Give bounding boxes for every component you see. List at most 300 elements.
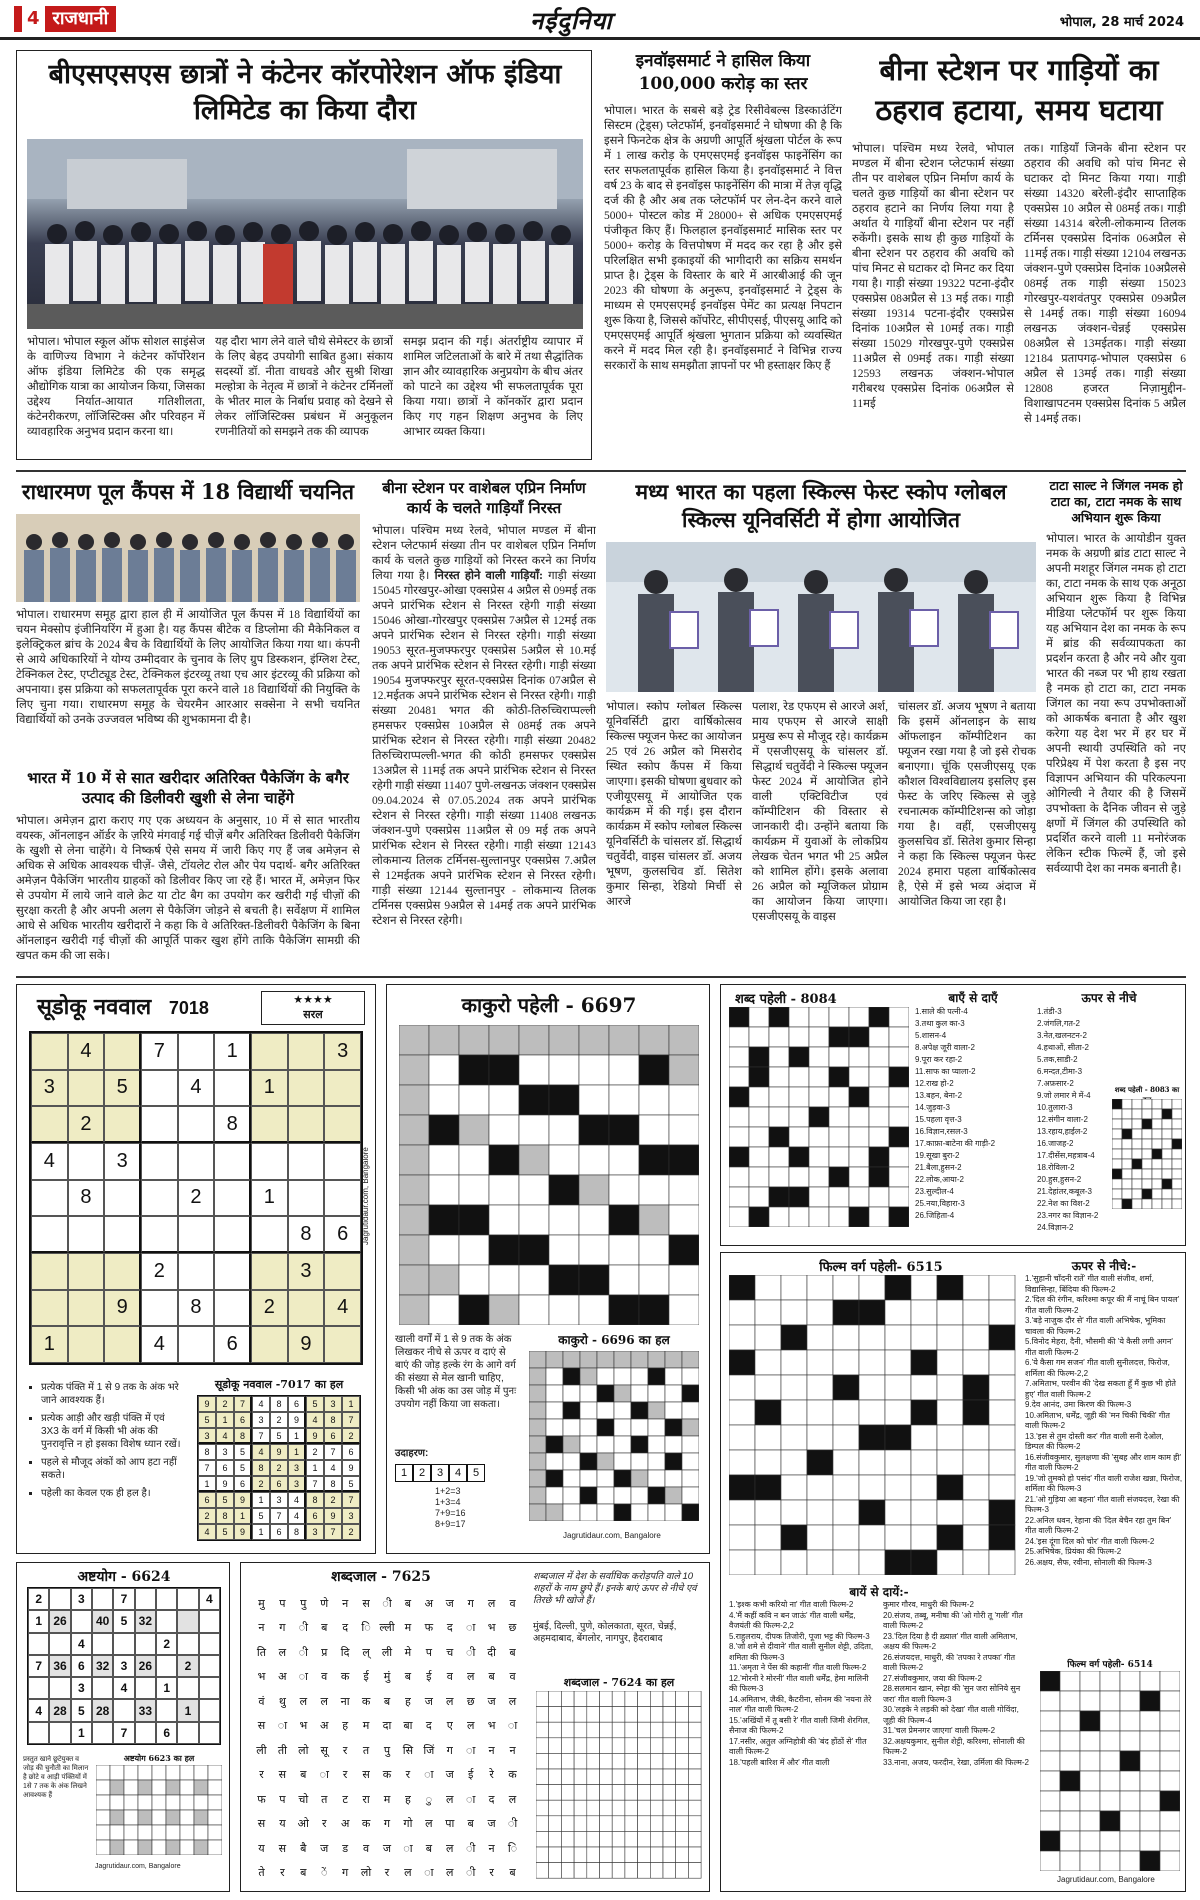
grid-cell xyxy=(31,1033,68,1070)
grid-cell xyxy=(829,1127,849,1147)
crossword-solution-grid xyxy=(1112,1099,1182,1209)
grid-cell xyxy=(889,1127,909,1147)
grid-cell xyxy=(208,1765,222,1780)
grid-cell xyxy=(1122,1109,1132,1119)
grid-cell xyxy=(729,1187,749,1207)
grid-cell xyxy=(781,1300,807,1325)
grid-cell xyxy=(911,1375,937,1400)
grid-cell xyxy=(885,1350,911,1375)
grid-cell xyxy=(1142,1119,1152,1129)
rule-item: ▪ प्रत्येक पंक्ति में 1 से 9 तक के अंक भरे जाने आवश्यक हैं। xyxy=(41,1381,183,1407)
grid-cell: 9 xyxy=(270,1444,288,1460)
clue-item: 17.नसीर, अतुल अग्निहोत्री की 'बंद होंठों से' गीत वाली फिल्म-2 xyxy=(729,1736,867,1756)
grid-cell xyxy=(682,1385,699,1402)
story-bina-headline: बीना स्टेशन पर गाड़ियों का ठहराव हटाया, समय घटाया xyxy=(875,53,1163,127)
grid-cell: 9 xyxy=(288,1326,325,1363)
grid-cell xyxy=(648,1436,665,1453)
grid-cell xyxy=(429,1145,459,1175)
letter-cell: ी xyxy=(298,1621,308,1635)
grid-cell: 9 xyxy=(234,1492,252,1508)
grid-cell xyxy=(648,1402,665,1419)
shabdjaal-instructions: शब्दजाल में देश के सर्वाधिक करोड़पति वाले 10 शहरों के नाम छुपे हैं। इनके बाएं ऊपर से नीचे एवं तिरछे भी खोजे हैं। xyxy=(533,1571,697,1606)
grid-cell xyxy=(459,1175,489,1205)
grid-cell xyxy=(1160,1711,1180,1731)
clue-item: 12.संगीन वाला-2 xyxy=(1037,1115,1088,1124)
grid-cell xyxy=(648,1368,665,1385)
grid-cell xyxy=(1162,1199,1172,1209)
grid-cell xyxy=(665,1385,682,1402)
grid-cell xyxy=(288,1106,325,1143)
grid-cell xyxy=(729,1275,755,1300)
grid-cell xyxy=(1060,1691,1080,1711)
example-sum: 8+9=17 xyxy=(435,1519,466,1529)
grid-cell xyxy=(561,1691,574,1707)
grid-cell xyxy=(1040,1711,1060,1731)
grid-cell xyxy=(609,1085,639,1115)
grid-cell xyxy=(156,1588,177,1610)
grid-cell: 28 xyxy=(49,1699,70,1721)
grid-cell xyxy=(489,1175,519,1205)
grid-cell xyxy=(110,1780,124,1795)
grid-cell xyxy=(781,1325,807,1350)
clue-item: 9.पूरा कर रहा-2 xyxy=(915,1055,963,1064)
grid-cell: 3 xyxy=(71,1588,92,1610)
grid-cell xyxy=(113,1699,134,1721)
grid-cell: 32 xyxy=(92,1655,113,1677)
grid-cell: 1 xyxy=(31,1326,68,1363)
grid-cell xyxy=(549,1816,562,1832)
grid-cell xyxy=(789,1187,809,1207)
grid-cell xyxy=(600,1863,613,1879)
grid-cell: 9 xyxy=(288,1412,306,1428)
grid-cell: 1 xyxy=(288,1444,306,1460)
grid-cell xyxy=(138,1765,152,1780)
grid-cell xyxy=(889,1007,909,1027)
letter-cell: द xyxy=(488,1792,495,1806)
grid-cell xyxy=(399,1025,429,1055)
grid-cell xyxy=(688,1738,701,1754)
grid-cell xyxy=(989,1525,1015,1550)
section-name: राजधानी xyxy=(52,8,109,29)
example-cell: 5 xyxy=(467,1464,485,1482)
grid-cell: 9 xyxy=(104,1290,141,1327)
grid-cell xyxy=(124,1840,138,1855)
grid-cell: 7 xyxy=(234,1396,252,1412)
letter-cell: स xyxy=(278,1768,287,1782)
grid-cell xyxy=(1152,1129,1162,1139)
grid-cell xyxy=(124,1810,138,1825)
grid-cell: 5 xyxy=(306,1396,324,1412)
grid-cell xyxy=(669,1175,699,1205)
letter-cell: ल् xyxy=(362,1645,370,1659)
grid-cell xyxy=(663,1722,676,1738)
grid-cell xyxy=(609,1235,639,1265)
grid-cell xyxy=(663,1707,676,1723)
letter-cell: मे xyxy=(404,1645,412,1659)
letter-cell: ब xyxy=(488,1670,495,1684)
grid-cell xyxy=(1112,1159,1122,1169)
grid-cell xyxy=(600,1707,613,1723)
clue-item: 12.राख हो-2 xyxy=(915,1079,954,1088)
masthead xyxy=(0,0,1200,40)
rule-item: ▪ प्रत्येक आड़ी और खड़ी पंक्ति में एवं 3X3 के वर्ग में किसी भी अंक की पुनरावृत्ति न हो इसका विशेष ध्यान रखें। xyxy=(41,1412,183,1451)
grid-cell xyxy=(1160,1691,1180,1711)
grid-cell xyxy=(68,1253,105,1290)
letter-cell: ज xyxy=(445,1596,454,1610)
grid-cell xyxy=(1122,1149,1132,1159)
shabdjaal-solution-grid xyxy=(536,1691,702,1879)
grid-cell xyxy=(688,1816,701,1832)
grid-cell xyxy=(638,1691,651,1707)
clue-item: 22.अनिल धवन, रेहाना की 'दिल बेचैन रहा तुम बिन' गीत वाली फिल्म-2 xyxy=(1025,1515,1172,1535)
grid-cell: 1 xyxy=(71,1722,92,1744)
grid-cell xyxy=(1140,1811,1160,1831)
grid-cell xyxy=(676,1863,689,1879)
grid-cell xyxy=(1172,1139,1182,1149)
grid-cell xyxy=(789,1147,809,1167)
grid-cell: 9 xyxy=(342,1460,360,1476)
letter-cell: ग xyxy=(383,1817,391,1831)
letter-cell: म xyxy=(404,1621,412,1635)
grid-cell: 3 xyxy=(342,1508,360,1524)
grid-cell: 5 xyxy=(216,1524,234,1540)
grid-cell xyxy=(536,1863,549,1879)
clue-item: 13.रहाय,हाईल-2 xyxy=(1037,1127,1088,1136)
grid-cell xyxy=(597,1487,614,1504)
grid-cell xyxy=(1122,1099,1132,1109)
grid-cell xyxy=(729,1300,755,1325)
grid-cell xyxy=(580,1402,597,1419)
grid-cell xyxy=(587,1847,600,1863)
grid-cell xyxy=(676,1769,689,1785)
grid-cell xyxy=(1162,1149,1172,1159)
grid-cell xyxy=(1162,1099,1172,1109)
letter-cell: ल xyxy=(404,1866,412,1880)
letter-cell: ब xyxy=(404,1670,412,1684)
grid-cell xyxy=(769,1067,789,1087)
clue-item: 9.जो लमार मे में-4 xyxy=(1037,1091,1091,1100)
grid-cell xyxy=(597,1351,614,1368)
letter-cell: थु xyxy=(278,1694,286,1708)
grid-cell xyxy=(937,1450,963,1475)
grid-cell xyxy=(1160,1751,1180,1771)
letter-cell: र xyxy=(489,1866,494,1880)
grid-cell: 4 xyxy=(324,1290,361,1327)
grid-cell xyxy=(676,1785,689,1801)
grid-cell xyxy=(889,1047,909,1067)
grid-cell xyxy=(963,1475,989,1500)
grid-cell xyxy=(859,1450,885,1475)
grid-cell xyxy=(612,1800,625,1816)
grid-cell xyxy=(1040,1731,1060,1751)
grid-cell xyxy=(587,1722,600,1738)
kakuro-example xyxy=(395,1447,517,1530)
grid-cell xyxy=(166,1810,180,1825)
grid-cell xyxy=(829,1087,849,1107)
grid-cell xyxy=(807,1500,833,1525)
clue-item: 22.नेश का विश-2 xyxy=(1037,1199,1090,1208)
grid-cell xyxy=(71,1610,92,1632)
grid-cell xyxy=(536,1753,549,1769)
grid-cell xyxy=(639,1295,669,1325)
letter-cell: ए xyxy=(446,1719,453,1733)
grid-cell xyxy=(529,1402,546,1419)
film-down-title: ऊपर से नीचे:- xyxy=(1071,1259,1137,1273)
grid-cell xyxy=(199,1655,220,1677)
clue-item: 3.'बड़े नाजुक दौर से' गीत वाली अभिषेक, भूमिका चावला की फिल्म-2 xyxy=(1025,1316,1166,1336)
letter-cell: पा xyxy=(445,1817,455,1831)
clue-item: 15.'अखिंयों में तू बसी रे' गीत वाली जिमी शेरगिल, सैनाज की फिल्म-2 xyxy=(729,1715,871,1735)
letter-cell: क xyxy=(508,1768,517,1782)
grid-cell: 2 xyxy=(178,1180,215,1217)
grid-cell xyxy=(829,1207,849,1227)
grid-cell xyxy=(110,1795,124,1810)
grid-cell xyxy=(489,1265,519,1295)
grid-cell xyxy=(194,1840,208,1855)
story-bina-col2: तक। गाड़ियाँ जिनके बीना स्टेशन पर ठहराव की अवधि को पांच मिनट से घटाकर दो मिनट किया गया। गाड़ी संख्या 14320 बरेली-इंदौर साप्ताहिक एक्सप्रेस 10 अप्रैल से 08मई तक। गाड़ी संख्या 14314 बरेली-लोकमान्य तिलक टर्मिनस एक्सप्रेस दिनांक 06अप्रैल से 11मई तक। गाड़ी संख्या 12104 लखनऊ जंक्शन-पुणे एक्सप्रेस दिनांक 10अप्रैलसे 08मई तक गाड़ी संख्या 15023 गोरखपुर-यशवंतपुर एक्सप्रेस 09अप्रैल से 14मई तक। गाड़ी संख्या 16094 लखनऊ जंक्शन-चेन्नई एक्सप्रेस 08अप्रैल से 13मईतक। गाड़ी संख्या 12184 प्रतापगढ़-भोपाल एक्सप्रेस 6 अप्रैल से 13मई तक। गाड़ी संख्या 12808 हजरत निज़ामुद्दीन-विशाखापटनम एक्सप्रेस दिनांक 5 अप्रैल से 14मई तक। xyxy=(1024,143,1186,425)
letter-cell: ल xyxy=(425,1817,433,1831)
grid-cell: 8 xyxy=(324,1412,342,1428)
story-skills-photo xyxy=(606,542,1036,692)
grid-cell xyxy=(152,1825,166,1840)
grid-cell xyxy=(549,1085,579,1115)
grid-cell xyxy=(489,1295,519,1325)
grid-cell xyxy=(849,1107,869,1127)
grid-cell xyxy=(587,1769,600,1785)
grid-cell: 3 xyxy=(104,1143,141,1180)
letter-cell: ें xyxy=(320,1866,328,1880)
grid-cell: 8 xyxy=(324,1476,342,1492)
clue-item: 10.तुलारा-3 xyxy=(1037,1103,1073,1112)
sudoku-title-text: सूडोकू नववाल xyxy=(37,994,152,1020)
grid-cell xyxy=(1112,1199,1122,1209)
grid-cell xyxy=(399,1055,429,1085)
grid-cell xyxy=(141,1290,178,1327)
grid-cell xyxy=(1080,1731,1100,1751)
grid-cell xyxy=(1120,1771,1140,1791)
grid-cell xyxy=(549,1175,579,1205)
grid-cell xyxy=(1100,1791,1120,1811)
grid-cell xyxy=(1162,1159,1172,1169)
grid-cell: 8 xyxy=(288,1216,325,1253)
grid-cell xyxy=(1112,1149,1122,1159)
grid-cell xyxy=(625,1707,638,1723)
grid-cell xyxy=(789,1107,809,1127)
grid-cell xyxy=(937,1400,963,1425)
grid-cell xyxy=(609,1175,639,1205)
letter-cell: ज xyxy=(487,1817,496,1831)
grid-cell xyxy=(519,1205,549,1235)
grid-cell xyxy=(911,1475,937,1500)
grid-cell xyxy=(1120,1731,1140,1751)
clue-item: 22.लोक,आया-2 xyxy=(915,1175,964,1184)
grid-cell xyxy=(429,1025,459,1055)
kakuro-puzzle xyxy=(386,984,710,1554)
grid-cell xyxy=(96,1810,110,1825)
grid-cell xyxy=(580,1504,597,1521)
story-bssss-col3: समझ प्रदान की गई। अंतर्राष्ट्रीय व्यापार में शामिल जटिलताओं के बारे में तथा सैद्धांतिक ज्ञान और व्यावहारिक अनुप्रयोग के बीच अंतर को पाटने का उद्देश्य भी सफलतापूर्वक पूरा किया गया। छात्रों ने कॉनकॉर द्वारा प्रदान किए गए गहन शिक्षण अनुभव के लिए आभार व्यक्त किया। xyxy=(403,336,583,438)
grid-cell xyxy=(769,1127,789,1147)
grid-cell xyxy=(199,1699,220,1721)
grid-cell xyxy=(288,1290,325,1327)
grid-cell xyxy=(580,1368,597,1385)
grid-cell xyxy=(459,1205,489,1235)
grid-cell xyxy=(769,1107,789,1127)
grid-cell: 7 xyxy=(270,1508,288,1524)
grid-cell xyxy=(138,1795,152,1810)
grid-cell xyxy=(1112,1169,1122,1179)
grid-cell xyxy=(194,1825,208,1840)
grid-cell: 1 xyxy=(288,1428,306,1444)
grid-cell: 6 xyxy=(324,1428,342,1444)
clue-item: 9.देव आनंद, उमा किरण की फिल्म-3 xyxy=(1025,1400,1132,1409)
grid-cell xyxy=(937,1500,963,1525)
grid-cell xyxy=(989,1350,1015,1375)
grid-cell xyxy=(561,1769,574,1785)
grid-cell xyxy=(614,1419,631,1436)
grid-cell xyxy=(104,1033,141,1070)
grid-cell: 4 xyxy=(324,1460,342,1476)
grid-cell xyxy=(110,1765,124,1780)
grid-cell xyxy=(650,1753,663,1769)
grid-cell xyxy=(665,1436,682,1453)
grid-cell xyxy=(124,1825,138,1840)
letter-cell: ग xyxy=(342,1866,349,1880)
letter-cell: दी xyxy=(487,1645,496,1659)
grid-cell xyxy=(429,1295,459,1325)
grid-cell xyxy=(911,1350,937,1375)
grid-cell xyxy=(859,1375,885,1400)
grid-cell xyxy=(1080,1771,1100,1791)
clue-item: 24.'इस दूंगा दिल को चोर' गीत वाली फिल्म-2 xyxy=(1025,1536,1155,1546)
grid-cell xyxy=(579,1295,609,1325)
letter-cell: र xyxy=(384,1866,390,1880)
grid-cell xyxy=(769,1167,789,1187)
grid-cell xyxy=(663,1831,676,1847)
grid-cell xyxy=(574,1769,587,1785)
letter-cell: क xyxy=(340,1670,350,1684)
grid-cell xyxy=(1100,1731,1120,1751)
grid-cell xyxy=(579,1175,609,1205)
grid-cell xyxy=(1112,1189,1122,1199)
grid-cell xyxy=(650,1800,663,1816)
grid-cell xyxy=(563,1453,580,1470)
grid-cell xyxy=(135,1588,156,1610)
grid-cell xyxy=(546,1436,563,1453)
grid-cell xyxy=(529,1351,546,1368)
grid-cell xyxy=(1172,1159,1182,1169)
grid-cell xyxy=(663,1816,676,1832)
grid-cell xyxy=(612,1753,625,1769)
grid-cell xyxy=(489,1205,519,1235)
grid-cell xyxy=(561,1785,574,1801)
grid-cell xyxy=(96,1825,110,1840)
kakuro-solution xyxy=(523,1331,705,1549)
letter-cell: ई xyxy=(363,1670,369,1684)
grid-cell xyxy=(199,1610,220,1632)
grid-cell xyxy=(546,1368,563,1385)
clue-item: 19.सूखा बुरा-2 xyxy=(915,1151,960,1160)
grid-cell xyxy=(49,1677,70,1699)
grid-cell xyxy=(110,1810,124,1825)
grid-cell xyxy=(561,1738,574,1754)
star-icon: ★★★★ xyxy=(293,993,333,1006)
grid-cell xyxy=(519,1145,549,1175)
grid-cell xyxy=(859,1400,885,1425)
letter-cell: ब xyxy=(300,1866,307,1880)
letter-cell: न xyxy=(258,1621,265,1635)
clue-item: 5.राहुलराय, दीपक तिजोरी, पूजा भट्ट की फिल्म-3 xyxy=(729,1631,870,1641)
grid-cell xyxy=(177,1588,198,1610)
grid-cell xyxy=(859,1525,885,1550)
grid-cell xyxy=(781,1450,807,1475)
grid-cell xyxy=(889,1027,909,1047)
grid-cell xyxy=(561,1800,574,1816)
film-grid xyxy=(729,1275,1019,1575)
grid-cell: 7 xyxy=(324,1444,342,1460)
grid-cell xyxy=(989,1500,1015,1525)
grid-cell xyxy=(194,1810,208,1825)
clue-item: 26.संजयदत्त, माधुरी, की 'तपका रे तपका' गीत वाली फिल्म-2 xyxy=(883,1652,1016,1672)
grid-cell xyxy=(729,1067,749,1087)
film-across-list xyxy=(729,1600,875,1768)
grid-cell xyxy=(135,1722,156,1744)
grid-cell xyxy=(135,1633,156,1655)
grid-cell xyxy=(1142,1139,1152,1149)
grid-cell: 7 xyxy=(342,1412,360,1428)
story-radharaman-photo xyxy=(16,514,360,602)
grid-cell xyxy=(1112,1179,1122,1189)
grid-cell xyxy=(429,1205,459,1235)
clue-item: 25.नया,विहारा-3 xyxy=(915,1199,965,1208)
clue-item: 31.'चल प्रेमनगर जाएगा' वाली फिल्म-2 xyxy=(883,1726,996,1735)
grid-cell xyxy=(688,1847,701,1863)
grid-cell: 1 xyxy=(234,1508,252,1524)
grid-cell xyxy=(561,1847,574,1863)
grid-cell xyxy=(536,1769,549,1785)
grid-cell xyxy=(781,1375,807,1400)
grid-cell xyxy=(749,1107,769,1127)
grid-cell xyxy=(600,1800,613,1816)
grid-cell xyxy=(529,1436,546,1453)
grid-cell xyxy=(849,1007,869,1027)
grid-cell xyxy=(1152,1109,1162,1119)
grid-cell xyxy=(849,1167,869,1187)
story-washable-headline: बीना स्टेशन पर वाशेबल एप्रिन निर्माण कार्य के चलते गाड़ियाँ निरस्त xyxy=(382,479,586,517)
grid-cell xyxy=(612,1863,625,1879)
grid-cell xyxy=(1060,1851,1080,1871)
grid-cell: 3 xyxy=(71,1677,92,1699)
letter-cell: भ xyxy=(299,1719,308,1733)
grid-cell: 2 xyxy=(342,1428,360,1444)
grid-cell xyxy=(859,1425,885,1450)
grid-cell xyxy=(809,1167,829,1187)
grid-cell xyxy=(166,1795,180,1810)
story-bssss xyxy=(16,50,592,460)
grid-cell xyxy=(1080,1751,1100,1771)
grid-cell xyxy=(614,1453,631,1470)
grid-cell xyxy=(536,1722,549,1738)
grid-cell: 1 xyxy=(216,1412,234,1428)
grid-cell xyxy=(665,1487,682,1504)
grid-cell xyxy=(110,1840,124,1855)
grid-cell xyxy=(669,1205,699,1235)
grid-cell xyxy=(755,1525,781,1550)
grid-cell xyxy=(152,1780,166,1795)
grid-cell xyxy=(1080,1691,1100,1711)
grid-cell xyxy=(580,1419,597,1436)
grid-cell xyxy=(600,1816,613,1832)
